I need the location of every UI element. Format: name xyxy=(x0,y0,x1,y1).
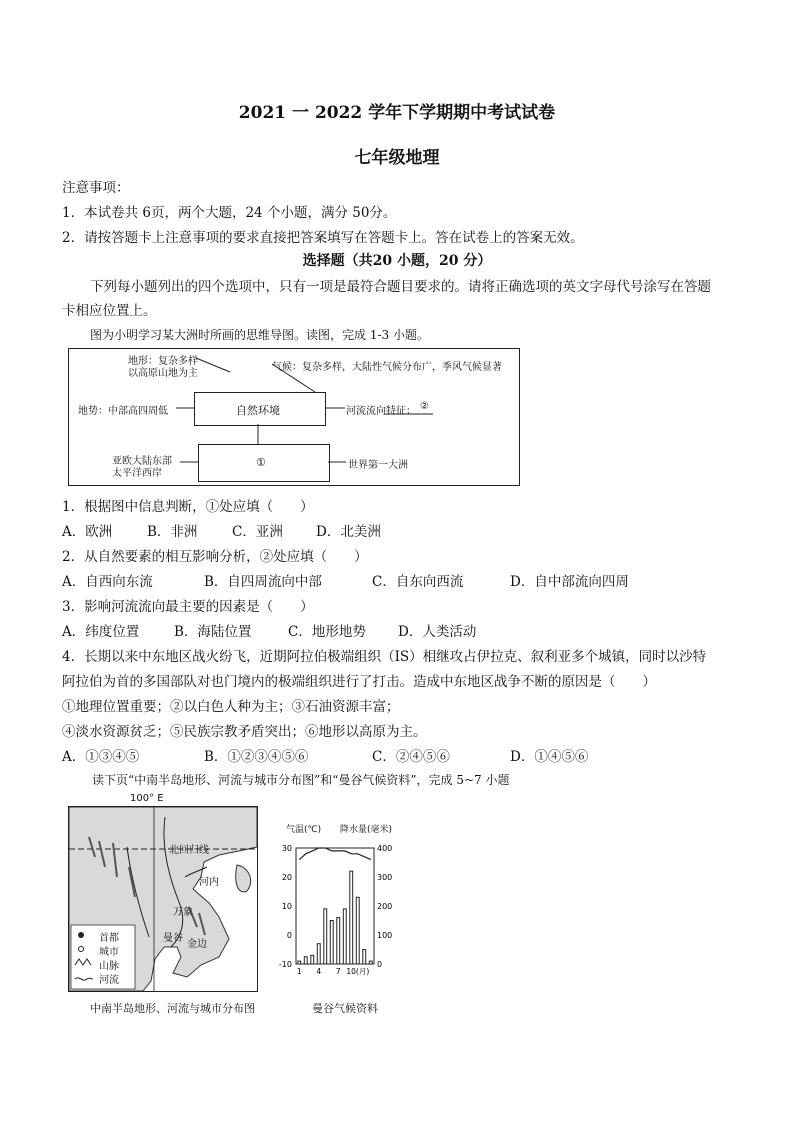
precipitation-bar xyxy=(298,961,301,964)
mindmap-slope: 地势：中部高四周低 xyxy=(78,406,168,417)
indochina-map xyxy=(68,806,258,992)
precipitation-bar xyxy=(324,909,327,964)
q3-option-c: C．地形地势 xyxy=(288,624,366,640)
mindmap-center-label: 自然环境 xyxy=(236,404,280,417)
q4-option-c: C．②④⑤⑥ xyxy=(372,749,450,765)
right-tick-label: 300 xyxy=(377,873,393,882)
note-item-1: 1．本试卷共 6页，两个大题，24 个小题，满分 50分。 xyxy=(62,205,397,221)
precipitation-bar xyxy=(304,957,307,964)
question-2: 2．从自然要素的相互影响分析，②处应填（ ） xyxy=(62,549,368,565)
q1-option-b: B．非洲 xyxy=(147,524,198,540)
left-tick-label: 30 xyxy=(281,844,292,853)
left-tick-label: -10 xyxy=(278,960,292,969)
right-tick-label: 400 xyxy=(377,844,393,853)
q1-option-d: D．北美洲 xyxy=(316,524,381,540)
q2-option-c: C．自东向西流 xyxy=(372,574,464,590)
lead-5-7: 读下页“中南半岛地形、河流与城市分布图”和“曼谷气候资料”，完成 5~7 小题 xyxy=(92,773,510,787)
left-tick-label: 0 xyxy=(286,931,292,940)
left-tick-label: 20 xyxy=(281,873,292,882)
precipitation-bar xyxy=(337,918,340,964)
x-tick-label: 1 xyxy=(296,967,302,976)
exam-title: 2021 一 2022 学年下学期期中考试试卷 xyxy=(238,103,556,123)
q2-option-b: B．自四周流向中部 xyxy=(204,574,322,590)
mindmap-river-label: 河流流向特征： xyxy=(346,406,416,417)
precipitation-bar xyxy=(350,871,353,964)
q4-option-a: A．①③④⑤ xyxy=(62,749,140,765)
tropic-label: 北回归线 xyxy=(169,845,209,856)
mindmap-terrain-2: 以高原山地为主 xyxy=(128,368,198,379)
q2-option-a: A．自西向东流 xyxy=(62,574,153,590)
question-4-line4: ④淡水资源贫乏；⑤民族宗教矛盾突出；⑥地形以高原为主。 xyxy=(62,724,427,740)
legend-city: 城市 xyxy=(99,947,119,958)
notes-heading: 注意事项： xyxy=(62,180,130,196)
chart-caption: 曼谷气候资料 xyxy=(312,1002,378,1015)
mindmap-largest: 世界第一大洲 xyxy=(348,460,408,471)
city-phnompenh: 金边 xyxy=(187,939,207,950)
x-tick-label: 10(月) xyxy=(346,967,370,976)
q3-option-a: A．纬度位置 xyxy=(62,624,140,640)
hainan-island xyxy=(236,865,251,892)
q1-option-c: C．亚洲 xyxy=(232,524,283,540)
section-intro-line1: 下列每小题列出的四个选项中，只有一项是最符合题目要求的。请将正确选项的英文字母代号涂写在答题 xyxy=(90,279,711,295)
precipitation-bar xyxy=(369,961,372,964)
right-tick-label: 0 xyxy=(377,960,383,969)
city-bangkok: 曼谷 xyxy=(163,933,183,944)
mindmap-river-blank: ② xyxy=(420,401,429,412)
legend-river: 河流 xyxy=(99,975,119,986)
chart-plot-frame xyxy=(296,848,374,964)
legend-capital: 首都 xyxy=(99,933,119,944)
city-hanoi: 河内 xyxy=(199,877,219,888)
capital-symbol xyxy=(78,932,84,938)
temperature-line xyxy=(299,848,371,860)
mindmap-lead: 图为小明学习某大洲时所画的思维导图。读图，完成 1-3 小题。 xyxy=(90,328,429,342)
question-1: 1．根据图中信息判断，①处应填（ ） xyxy=(62,499,314,515)
x-tick-label: 7 xyxy=(335,967,341,976)
question-4-line1: 4．长期以来中东地区战火纷飞，近期阿拉伯极端组织（IS）相继攻占伊拉克、叙利亚多个城镇，同时以沙特 xyxy=(62,649,707,665)
q3-option-d: D．人类活动 xyxy=(398,624,477,640)
city-vientiane: 万象 xyxy=(173,907,193,918)
chart-ylabel-right: 降水量(毫米) xyxy=(340,825,393,835)
precipitation-bar xyxy=(311,955,314,964)
map-drawing xyxy=(69,807,257,991)
precipitation-bar xyxy=(356,897,359,964)
precipitation-bar xyxy=(330,921,333,965)
mindmap-location-2: 太平洋西岸 xyxy=(112,468,162,479)
mindmap-bottom-label: ① xyxy=(256,456,266,469)
question-4-line3: ①地理位置重要；②以白色人种为主；③石油资源丰富； xyxy=(62,699,400,715)
note-item-2: 2．请按答题卡上注意事项的要求直接把答案填写在答题卡上。答在试卷上的答案无效。 xyxy=(62,230,584,246)
precipitation-bar xyxy=(363,950,366,965)
section-heading: 选择题（共20 小题，20 分） xyxy=(302,253,492,269)
exam-subtitle: 七年级地理 xyxy=(354,148,440,168)
right-tick-label: 200 xyxy=(377,902,393,911)
q2-option-d: D．自中部流向四周 xyxy=(510,574,629,590)
precipitation-bar xyxy=(343,909,346,964)
bangkok-climate-chart xyxy=(270,826,400,976)
question-4-line2: 阿拉伯为首的多国部队对也门境内的极端组织进行了打击。造成中东地区战争不断的原因是（ ） xyxy=(62,674,656,690)
right-tick-label: 100 xyxy=(377,931,393,940)
map-caption: 中南半岛地形、河流与城市分布图 xyxy=(90,1002,255,1015)
left-tick-label: 10 xyxy=(281,902,292,911)
mindmap-terrain-1: 地形：复杂多样 xyxy=(128,356,198,367)
question-3: 3．影响河流流向最主要的因素是（ ） xyxy=(62,599,314,615)
mindmap-location-1: 亚欧大陆东部 xyxy=(112,456,172,467)
q1-option-a: A．欧洲 xyxy=(62,524,113,540)
mindmap-climate: 气候：复杂多样，大陆性气候分布广，季风气候显著 xyxy=(272,362,502,373)
map-longitude: 100° E xyxy=(130,793,164,804)
q4-option-b: B．①②③④⑤⑥ xyxy=(204,749,309,765)
legend-mountain: 山脉 xyxy=(99,961,119,972)
x-tick-label: 4 xyxy=(316,967,322,976)
precipitation-bar xyxy=(317,944,320,964)
chart-ylabel-left: 气温(℃) xyxy=(286,825,322,835)
q4-option-d: D．①④⑤⑥ xyxy=(510,749,589,765)
q3-option-b: B．海陆位置 xyxy=(174,624,252,640)
section-intro-line2: 卡相应位置上。 xyxy=(62,303,157,319)
